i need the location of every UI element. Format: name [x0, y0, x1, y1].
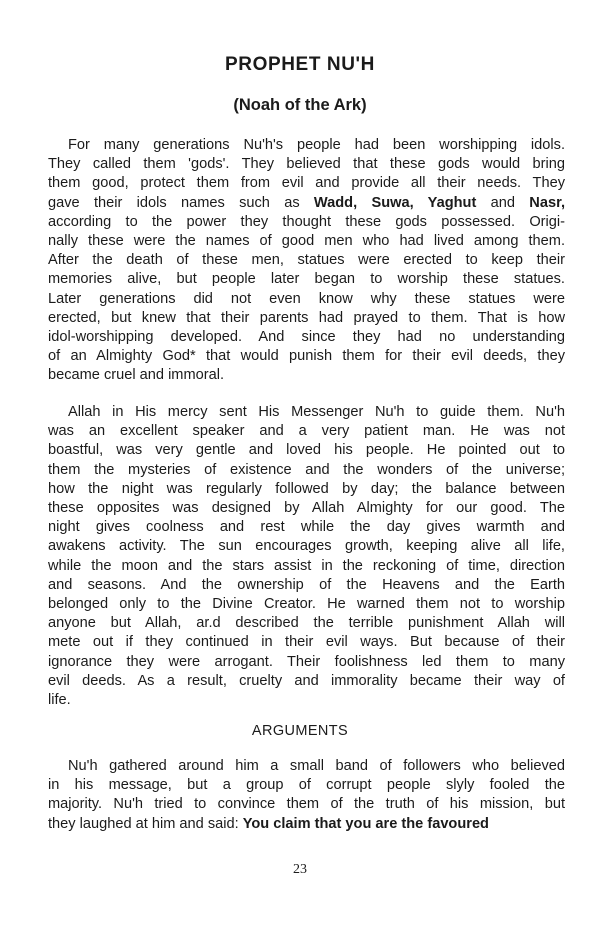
text-line: them good, protect them from evil and provide all their needs. They [48, 175, 565, 192]
paragraph-followers [48, 757, 565, 834]
text-line: they laughed at him and said: You claim that you are the favoured [48, 815, 489, 832]
text-line: Later generations did not even know why these statues were [48, 290, 565, 307]
text-line: evil deeds. As a result, cruelty and immorality became their way of [48, 672, 565, 689]
text-line: anyone but Allah, ar.d described the terrible punishment Allah will [48, 615, 565, 632]
page-subtitle: (Noah of the Ark) [233, 96, 367, 114]
text-line: these opposites was designed by Allah Almighty for our good. The [48, 500, 565, 517]
text-line: After the death of these men, statues were erected to keep their [48, 252, 565, 269]
text-line: Nu'h gathered around him a small band of followers who believed [68, 758, 565, 774]
text-line: memories alive, but people later began to worship these statues. [48, 271, 565, 288]
text-line: Allah in His mercy sent His Messenger Nu'h to guide them. Nu'h [68, 404, 565, 420]
text-line: idol-worshipping developed. And since they had no understanding [48, 329, 565, 346]
text-line: was an excellent speaker and a very patient man. He was not [48, 423, 565, 440]
text-line: life. [48, 692, 71, 709]
section-heading-arguments: ARGUMENTS [251, 723, 349, 739]
text-line: according to the power they thought these gods possessed. Origi- [48, 213, 565, 230]
text-line: belonged only to the Divine Creator. He warned them not to worship [48, 596, 565, 613]
text-line: mete out if they continued in their evil ways. But because of their [48, 634, 565, 651]
text-line: them the mysteries of existence and the wonders of the universe; [48, 461, 565, 478]
text-line: ignorance they were arrogant. Their foolishness led them to many [48, 653, 565, 670]
text-line: nally these were the names of good men who had lived among them. [48, 233, 565, 250]
text-line: while the moon and the stars assist in the reckoning of time, direction [48, 557, 565, 574]
paragraph-messenger [48, 403, 565, 710]
text-line: gave their idols names such as Wadd, Suwa, Yaghut and Nasr, [48, 194, 565, 211]
page-title: PROPHET NU'H [224, 54, 375, 75]
text-line: became cruel and immoral. [48, 367, 225, 384]
text-line: boastful, was very gentle and loved his people. He pointed out to [48, 442, 565, 459]
text-line: in his message, but a group of corrupt people slyly fooled the [48, 777, 565, 794]
text-line: how the night was regularly followed by day; the balance between [48, 480, 565, 497]
page-number: 23 [293, 862, 307, 877]
paragraph-idol-worship [48, 136, 565, 386]
text-line: For many generations Nu'h's people had been worshipping idols. [68, 137, 565, 153]
text-line: erected, but knew that their parents had prayed to them. That is how [48, 309, 565, 326]
text-line: of an Almighty God* that would punish them for their evil deeds, they [48, 348, 565, 365]
text-line: night gives coolness and rest while the day gives warmth and [48, 519, 565, 536]
text-line: majority. Nu'h tried to convince them of the truth of his mission, but [48, 796, 565, 813]
text-line: They called them 'gods'. They believed that these gods would bring [48, 156, 565, 173]
text-line: awakens activity. The sun encourages growth, keeping alive all life, [48, 538, 565, 555]
text-line: and seasons. And the ownership of the Heavens and the Earth [48, 576, 565, 593]
